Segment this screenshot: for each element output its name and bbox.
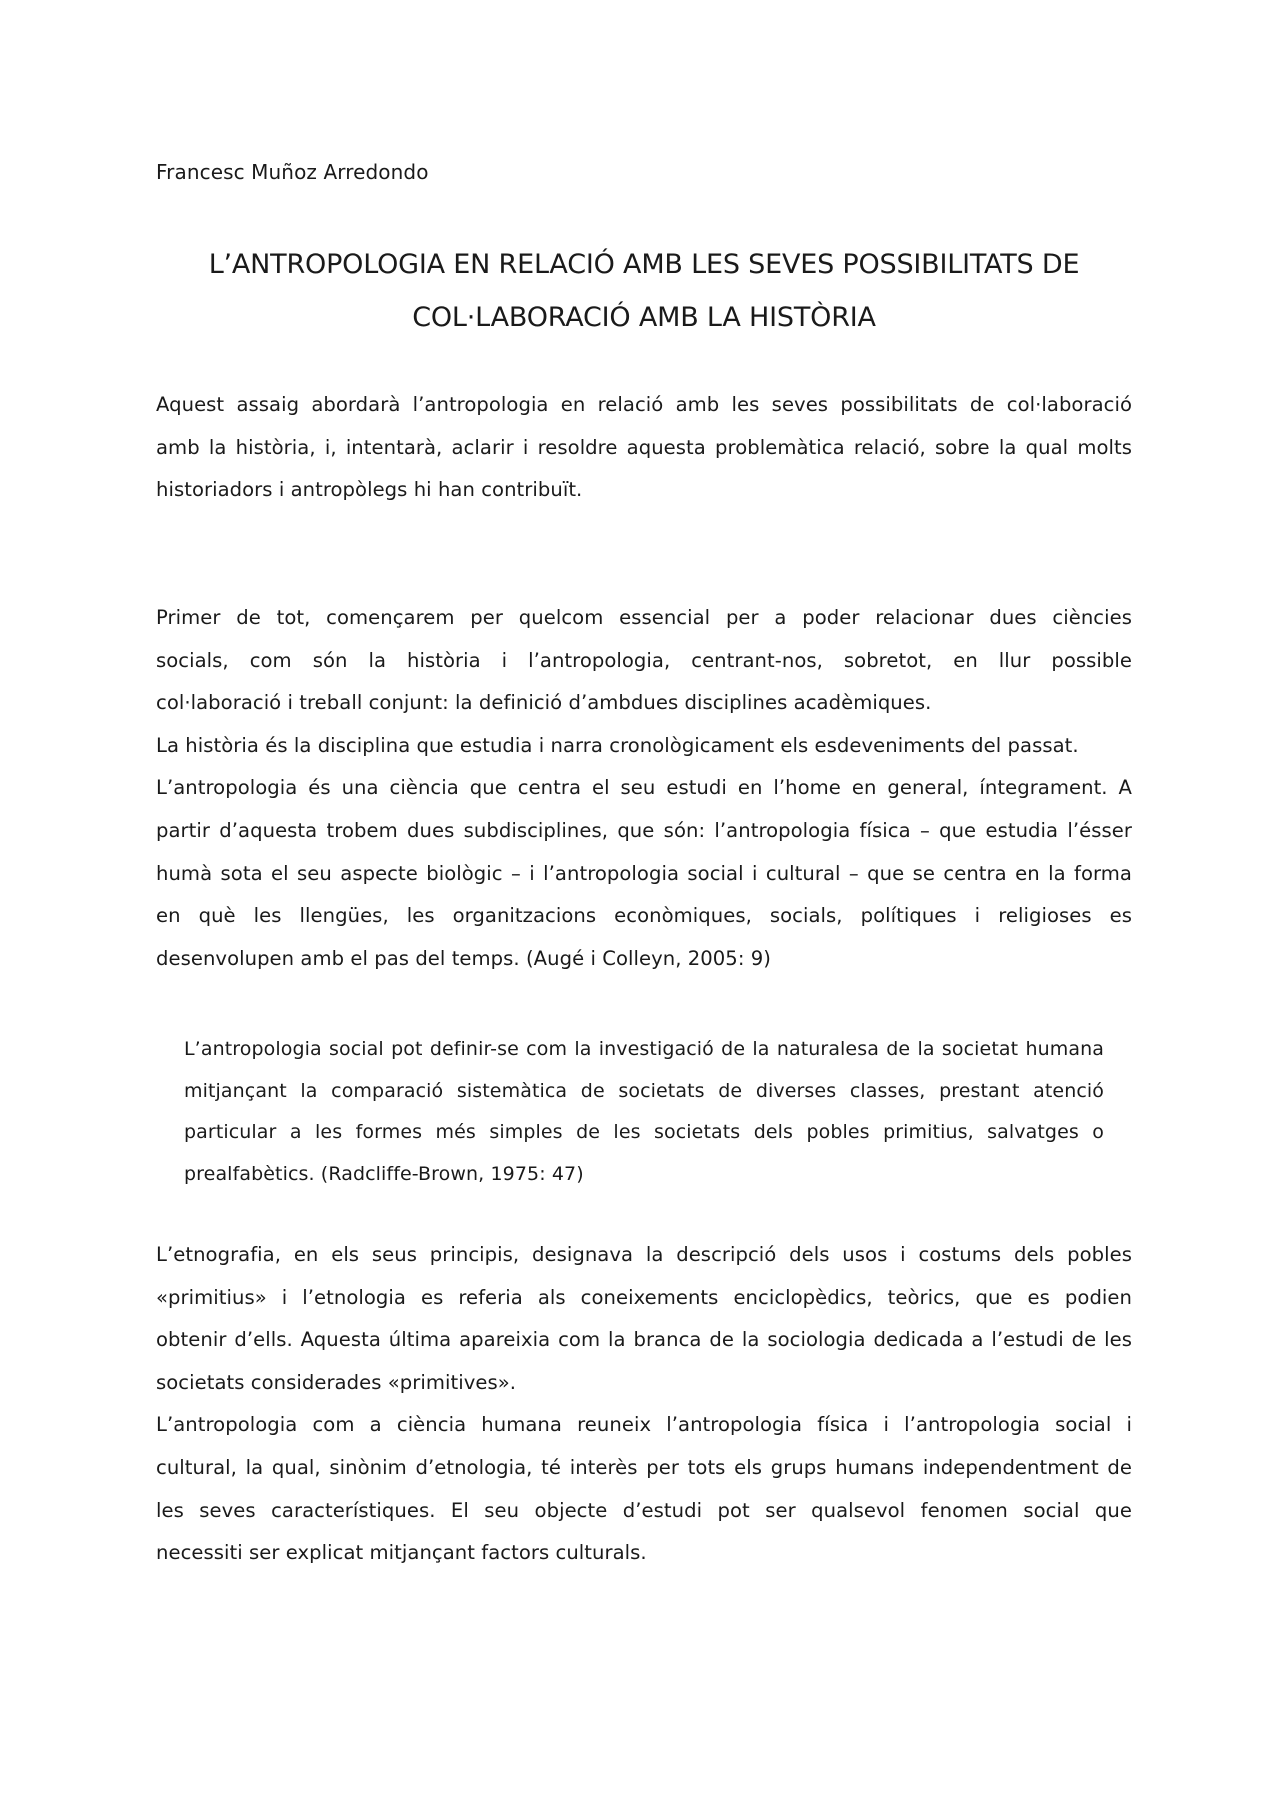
- essay-title-line: L’ANTROPOLOGIA EN RELACIÓ AMB LES SEVES POSSIBILITATS DE: [208, 249, 1080, 280]
- ethnography-paragraph: [156, 1234, 1132, 1575]
- paragraph-line: en què les llengües, les organitzacions econòmiques, socials, polítiques i religioses es: [156, 904, 1132, 928]
- paragraph-line: La història és la disciplina que estudia i narra cronològicament els esdeveniments del passat.: [156, 733, 1079, 757]
- quote-line: L’antropologia social pot definir-se com la investigació de la naturalesa de la societat humana: [184, 1038, 1104, 1060]
- quote-line: particular a les formes més simples de les societats dels pobles primitius, salvatges o: [184, 1121, 1104, 1143]
- paragraph-line: necessiti ser explicat mitjançant factors culturals.: [156, 1541, 647, 1565]
- paragraph-line: cultural, la qual, sinònim d’etnologia, té interès per tots els grups humans independentment de: [156, 1455, 1132, 1479]
- author-name: Francesc Muñoz Arredondo: [156, 160, 429, 184]
- paragraph-line: L’etnografia, en els seus principis, designava la descripció dels usos i costums dels pobles: [156, 1243, 1132, 1266]
- paragraph-line: obtenir d’ells. Aquesta última apareixia com la branca de la sociologia dedicada a l’estudi de les: [156, 1328, 1132, 1352]
- paragraph-line: historiadors i antropòlegs hi han contribuït.: [156, 478, 583, 502]
- paragraph-line: partir d’aquesta trobem dues subdisciplines, que són: l’antropologia física – que estudia l’ésser: [156, 818, 1132, 842]
- paragraph-line: societats considerades «primitives».: [156, 1370, 517, 1394]
- quote-line: prealfabètics. (Radcliffe-Brown, 1975: 47): [184, 1162, 584, 1185]
- paragraph-line: les seves característiques. El seu objecte d’estudi pot ser qualsevol fenomen social que: [156, 1498, 1132, 1522]
- paragraph-line: L’antropologia com a ciència humana reuneix l’antropologia física i l’antropologia social i: [156, 1413, 1132, 1437]
- paragraph-line: amb la història, i, intentarà, aclarir i resoldre aquesta problemàtica relació, sobre la qual molts: [156, 435, 1132, 459]
- paragraph-line: humà sota el seu aspecte biològic – i l’antropologia social i cultural – que se centra en la forma: [156, 861, 1132, 885]
- definitions-paragraph: [156, 597, 1132, 980]
- paragraph-line: socials, com són la història i l’antropologia, centrant-nos, sobretot, en llur possible: [156, 648, 1132, 672]
- paragraph-line: Primer de tot, començarem per quelcom essencial per a poder relacionar dues ciències: [156, 606, 1132, 629]
- essay-title-line: COL·LABORACIÓ AMB LA HISTÒRIA: [412, 302, 876, 333]
- block-quote: [184, 1029, 1104, 1195]
- paragraph-line: desenvolupen amb el pas del temps. (Augé i Colleyn, 2005: 9): [156, 946, 771, 970]
- essay-title: [156, 238, 1132, 344]
- quote-line: mitjançant la comparació sistemàtica de societats de diverses classes, prestant atenció: [184, 1079, 1104, 1102]
- paragraph-line: «primitius» i l’etnologia es referia als coneixements enciclopèdics, teòrics, que es podien: [156, 1285, 1132, 1309]
- intro-paragraph: [156, 384, 1132, 512]
- paragraph-line: Aquest assaig abordarà l’antropologia en relació amb les seves possibilitats de col·laboració: [156, 393, 1132, 416]
- paragraph-line: col·laboració i treball conjunt: la definició d’ambdues disciplines acadèmiques.: [156, 691, 932, 715]
- paragraph-line: L’antropologia és una ciència que centra el seu estudi en l’home en general, íntegrament. A: [156, 776, 1132, 800]
